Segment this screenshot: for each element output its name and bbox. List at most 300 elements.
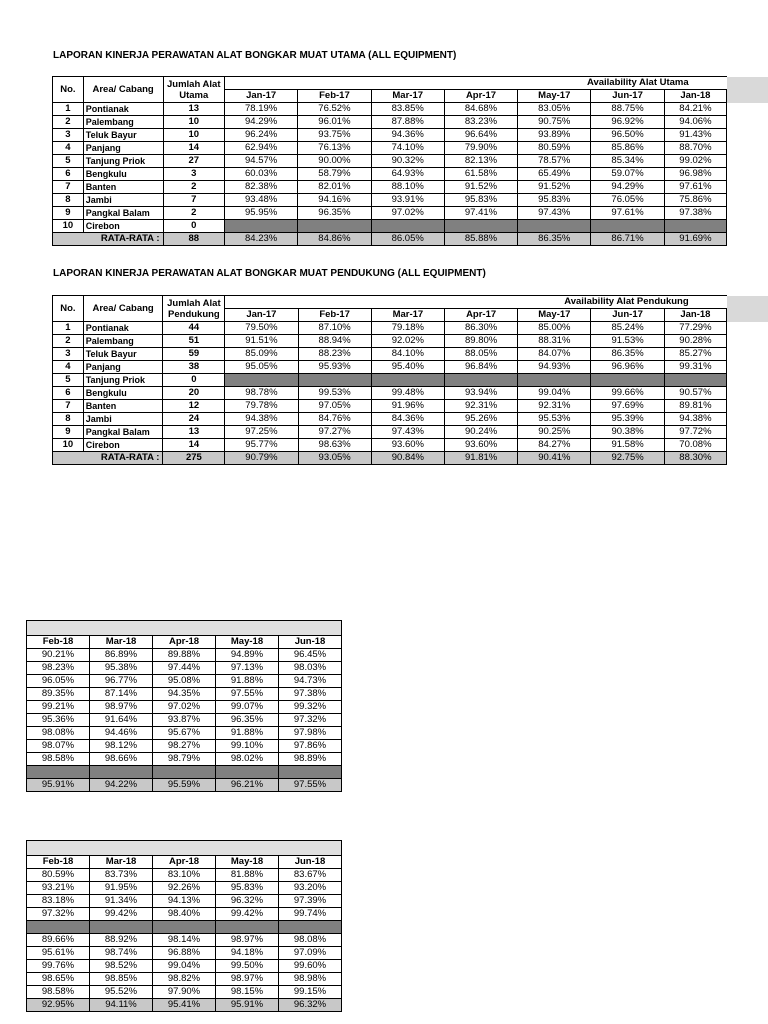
table-row — [27, 701, 342, 714]
average-cell: 88.30% — [664, 452, 726, 465]
table-row — [53, 129, 768, 142]
row-number: 3 — [53, 129, 84, 142]
availability-cell: 93.48% — [225, 194, 298, 207]
availability-cell: 94.73% — [279, 675, 342, 688]
row-area: Jambi — [83, 413, 163, 426]
row-area: Banten — [83, 181, 163, 194]
table-row — [53, 439, 768, 452]
availability-cell: 99.74% — [279, 908, 342, 921]
table-row — [27, 973, 342, 986]
availability-cell: 76.05% — [591, 194, 664, 207]
availability-cell: 92.02% — [371, 335, 444, 348]
availability-cell: 99.60% — [279, 960, 342, 973]
row-number: 9 — [53, 426, 84, 439]
availability-cell: 98.58% — [27, 753, 90, 766]
availability-cell: 94.46% — [90, 727, 153, 740]
row-area: Teluk Bayur — [83, 348, 163, 361]
availability-cell: 96.01% — [298, 116, 371, 129]
availability-cell: 91.88% — [216, 727, 279, 740]
row-number: 8 — [53, 413, 84, 426]
availability-cell: 86.30% — [445, 322, 518, 335]
average-row — [53, 233, 768, 246]
row-spacer — [727, 322, 768, 335]
availability-cell: 98.97% — [90, 701, 153, 714]
row-spacer — [727, 103, 768, 116]
month-header: Jan-18 — [664, 90, 726, 103]
row-spacer — [727, 387, 768, 400]
empty-cell — [664, 374, 726, 387]
availability-cell: 96.84% — [445, 361, 518, 374]
availability-cell: 87.10% — [298, 322, 371, 335]
empty-cell — [518, 220, 591, 233]
availability-cell: 96.45% — [279, 649, 342, 662]
availability-cell: 96.32% — [216, 895, 279, 908]
table-row — [27, 727, 342, 740]
availability-cell: 89.80% — [445, 335, 518, 348]
table-row — [53, 116, 768, 129]
col-header-count: Jumlah Alat Utama — [163, 77, 225, 103]
availability-cell: 90.38% — [591, 426, 664, 439]
availability-cell: 75.86% — [664, 194, 726, 207]
availability-cell: 79.18% — [371, 322, 444, 335]
availability-cell: 98.97% — [216, 973, 279, 986]
col-header-no: No. — [53, 77, 84, 103]
empty-cell — [298, 220, 371, 233]
average-cell: 95.59% — [153, 779, 216, 792]
availability-cell: 97.38% — [664, 207, 726, 220]
availability-cell: 97.72% — [664, 426, 726, 439]
row-count: 0 — [163, 374, 225, 387]
availability-cell: 59.07% — [591, 168, 664, 181]
table-row — [27, 740, 342, 753]
availability-cell: 83.67% — [279, 869, 342, 882]
availability-cell: 81.88% — [216, 869, 279, 882]
availability-cell: 97.38% — [279, 688, 342, 701]
month-header: Apr-18 — [153, 636, 216, 649]
availability-cell: 98.79% — [153, 753, 216, 766]
availability-cell: 84.36% — [371, 413, 444, 426]
average-cell: 84.23% — [225, 233, 298, 246]
row-spacer — [727, 400, 768, 413]
row-count: 2 — [163, 181, 225, 194]
availability-cell: 99.66% — [591, 387, 664, 400]
availability-cell: 94.29% — [225, 116, 298, 129]
table-row — [53, 322, 768, 335]
row-spacer — [727, 335, 768, 348]
availability-cell: 70.08% — [664, 439, 726, 452]
availability-cell: 62.94% — [225, 142, 298, 155]
row-number: 6 — [53, 168, 84, 181]
empty-cell — [591, 374, 664, 387]
row-number: 10 — [53, 220, 84, 233]
average-row — [27, 779, 342, 792]
availability-cell: 80.59% — [27, 869, 90, 882]
availability-cell: 98.40% — [153, 908, 216, 921]
row-count: 24 — [163, 413, 225, 426]
row-number: 1 — [53, 322, 84, 335]
availability-cell: 99.07% — [216, 701, 279, 714]
average-cell: 86.35% — [518, 233, 591, 246]
row-area: Bengkulu — [83, 168, 163, 181]
month-header: Jan-18 — [664, 309, 726, 322]
availability-cell: 88.75% — [591, 103, 664, 116]
availability-cell: 96.35% — [298, 207, 371, 220]
row-spacer — [727, 207, 768, 220]
month-header: Feb-17 — [298, 90, 371, 103]
row-spacer — [727, 116, 768, 129]
availability-cell: 96.50% — [591, 129, 664, 142]
average-cell: 84.86% — [298, 233, 371, 246]
availability-cell: 99.48% — [371, 387, 444, 400]
availability-cell: 86.89% — [90, 649, 153, 662]
availability-cell: 98.98% — [279, 973, 342, 986]
availability-cell: 97.05% — [298, 400, 371, 413]
table-row — [27, 753, 342, 766]
availability-cell: 95.05% — [225, 361, 298, 374]
availability-cell: 91.58% — [591, 439, 664, 452]
month-header: Jun-17 — [591, 309, 664, 322]
row-spacer — [727, 439, 768, 452]
availability-cell: 96.96% — [591, 361, 664, 374]
empty-cell — [371, 220, 444, 233]
average-label: RATA-RATA : — [53, 233, 164, 246]
average-label: RATA-RATA : — [53, 452, 163, 465]
availability-cell: 98.23% — [27, 662, 90, 675]
availability-cell: 88.23% — [298, 348, 371, 361]
average-cell: 96.32% — [279, 999, 342, 1012]
row-spacer — [727, 348, 768, 361]
row-count: 10 — [163, 129, 225, 142]
availability-cell: 98.97% — [216, 934, 279, 947]
availability-cell: 97.39% — [279, 895, 342, 908]
empty-cell — [153, 921, 216, 934]
table-row — [53, 335, 768, 348]
availability-cell: 94.36% — [371, 129, 444, 142]
availability-cell: 99.21% — [27, 701, 90, 714]
row-count: 44 — [163, 322, 225, 335]
availability-cell: 99.50% — [216, 960, 279, 973]
row-number: 3 — [53, 348, 84, 361]
row-spacer — [727, 155, 768, 168]
average-cell: 92.95% — [27, 999, 90, 1012]
availability-cell: 97.32% — [27, 908, 90, 921]
availability-cell: 85.27% — [664, 348, 726, 361]
availability-cell: 94.93% — [518, 361, 591, 374]
availability-cell: 88.70% — [664, 142, 726, 155]
availability-cell: 84.10% — [371, 348, 444, 361]
availability-cell: 93.60% — [371, 439, 444, 452]
availability-cell: 96.92% — [591, 116, 664, 129]
availability-cell: 89.35% — [27, 688, 90, 701]
availability-cell: 97.69% — [591, 400, 664, 413]
table-row — [53, 413, 768, 426]
availability-cell: 83.10% — [153, 869, 216, 882]
average-row — [53, 452, 768, 465]
month-header: May-17 — [518, 90, 591, 103]
availability-cell: 96.24% — [225, 129, 298, 142]
availability-cell: 86.35% — [591, 348, 664, 361]
empty-cell — [371, 374, 444, 387]
availability-cell: 96.64% — [444, 129, 517, 142]
availability-cell: 83.05% — [518, 103, 591, 116]
availability-cell: 88.92% — [90, 934, 153, 947]
availability-cell: 84.27% — [518, 439, 591, 452]
availability-cell: 99.02% — [664, 155, 726, 168]
availability-cell: 92.26% — [153, 882, 216, 895]
availability-cell: 99.04% — [518, 387, 591, 400]
availability-cell: 95.93% — [298, 361, 371, 374]
month-header: Jun-18 — [279, 636, 342, 649]
availability-cell: 74.10% — [371, 142, 444, 155]
availability-cell: 60.03% — [225, 168, 298, 181]
availability-cell: 97.61% — [664, 181, 726, 194]
availability-cell: 94.16% — [298, 194, 371, 207]
availability-cell: 97.25% — [225, 426, 298, 439]
availability-cell: 87.88% — [371, 116, 444, 129]
availability-cell: 93.21% — [27, 882, 90, 895]
row-count: 7 — [163, 194, 225, 207]
availability-cell: 96.98% — [664, 168, 726, 181]
availability-cell: 90.24% — [445, 426, 518, 439]
availability-cell: 99.53% — [298, 387, 371, 400]
availability-cell: 97.02% — [371, 207, 444, 220]
availability-cell: 98.78% — [225, 387, 298, 400]
availability-cell: 97.27% — [298, 426, 371, 439]
availability-cell: 99.32% — [279, 701, 342, 714]
availability-cell: 95.38% — [90, 662, 153, 675]
month-header: May-18 — [216, 856, 279, 869]
row-spacer — [727, 168, 768, 181]
average-cell: 93.05% — [298, 452, 371, 465]
availability-cell: 88.05% — [445, 348, 518, 361]
empty-cell — [225, 374, 298, 387]
table-row — [27, 986, 342, 999]
row-spacer — [727, 426, 768, 439]
availability-cell: 97.43% — [518, 207, 591, 220]
row-number: 1 — [53, 103, 84, 116]
table-row — [53, 361, 768, 374]
col-header-no: No. — [53, 296, 84, 322]
availability-cell: 95.67% — [153, 727, 216, 740]
availability-cell: 98.52% — [90, 960, 153, 973]
row-area: Panjang — [83, 142, 163, 155]
availability-cell: 91.52% — [518, 181, 591, 194]
row-area: Tanjung Priok — [83, 155, 163, 168]
availability-cell: 94.38% — [225, 413, 298, 426]
availability-cell: 91.53% — [591, 335, 664, 348]
availability-cell: 93.89% — [518, 129, 591, 142]
row-spacer — [727, 413, 768, 426]
availability-cell: 95.08% — [153, 675, 216, 688]
availability-cell: 89.88% — [153, 649, 216, 662]
availability-cell: 98.08% — [279, 934, 342, 947]
row-spacer — [727, 194, 768, 207]
month-header: May-17 — [518, 309, 591, 322]
month-header: Mar-18 — [90, 856, 153, 869]
availability-cell: 84.07% — [518, 348, 591, 361]
month-header: Feb-18 — [27, 636, 90, 649]
month-header: Jan-17 — [225, 309, 298, 322]
availability-cell: 85.09% — [225, 348, 298, 361]
row-area: Pangkal Balam — [83, 426, 163, 439]
row-spacer — [727, 233, 768, 246]
row-count: 20 — [163, 387, 225, 400]
availability-cell: 98.82% — [153, 973, 216, 986]
availability-cell: 94.38% — [664, 413, 726, 426]
availability-cell: 93.94% — [445, 387, 518, 400]
availability-cell: 98.14% — [153, 934, 216, 947]
col-header-availability: Availability Alat Pendukung — [225, 296, 727, 309]
table-row — [27, 662, 342, 675]
availability-cell: 98.27% — [153, 740, 216, 753]
availability-cell: 88.10% — [371, 181, 444, 194]
empty-cell — [518, 374, 591, 387]
availability-cell: 85.24% — [591, 322, 664, 335]
table-row — [53, 374, 768, 387]
availability-cell: 64.93% — [371, 168, 444, 181]
table-row — [27, 895, 342, 908]
availability-cell: 99.42% — [216, 908, 279, 921]
empty-cell — [279, 921, 342, 934]
table2-title: LAPORAN KINERJA PERAWATAN ALAT BONGKAR MUAT PENDUKUNG (ALL EQUIPMENT) — [53, 268, 486, 279]
average-cell: 97.55% — [279, 779, 342, 792]
availability-cell: 98.85% — [90, 973, 153, 986]
average-cell: 94.11% — [90, 999, 153, 1012]
availability-cell: 89.81% — [664, 400, 726, 413]
availability-cell: 97.02% — [153, 701, 216, 714]
availability-cell: 90.25% — [518, 426, 591, 439]
table-row — [27, 688, 342, 701]
table-row — [27, 675, 342, 688]
availability-cell: 97.43% — [371, 426, 444, 439]
row-number: 7 — [53, 400, 84, 413]
availability-cell: 94.18% — [216, 947, 279, 960]
availability-cell: 97.32% — [279, 714, 342, 727]
table-row — [27, 960, 342, 973]
col-header-area: Area/ Cabang — [83, 77, 163, 103]
empty-cell — [591, 220, 664, 233]
availability-cell: 98.03% — [279, 662, 342, 675]
availability-cell: 85.00% — [518, 322, 591, 335]
row-count: 38 — [163, 361, 225, 374]
row-number: 7 — [53, 181, 84, 194]
availability-cell: 87.14% — [90, 688, 153, 701]
availability-cell: 93.60% — [445, 439, 518, 452]
availability-cell: 85.34% — [591, 155, 664, 168]
availability-cell: 83.85% — [371, 103, 444, 116]
table-row — [27, 908, 342, 921]
availability-cell: 95.77% — [225, 439, 298, 452]
availability-cell: 99.42% — [90, 908, 153, 921]
empty-cell — [90, 921, 153, 934]
availability-cell: 91.64% — [90, 714, 153, 727]
row-count: 51 — [163, 335, 225, 348]
availability-cell: 92.31% — [445, 400, 518, 413]
availability-cell: 95.53% — [518, 413, 591, 426]
availability-cell: 90.00% — [298, 155, 371, 168]
availability-cell: 91.96% — [371, 400, 444, 413]
table-row — [53, 155, 768, 168]
empty-cell — [216, 766, 279, 779]
availability-cell: 93.20% — [279, 882, 342, 895]
row-area: Panjang — [83, 361, 163, 374]
row-count: 2 — [163, 207, 225, 220]
availability-cell: 76.52% — [298, 103, 371, 116]
availability-cell: 91.95% — [90, 882, 153, 895]
row-area: Cirebon — [83, 220, 163, 233]
row-area: Cirebon — [83, 439, 163, 452]
availability-cell: 98.74% — [90, 947, 153, 960]
availability-cell: 79.78% — [225, 400, 298, 413]
row-number: 8 — [53, 194, 84, 207]
availability-cell: 92.31% — [518, 400, 591, 413]
month-header: Apr-18 — [153, 856, 216, 869]
month-header: Jun-17 — [591, 90, 664, 103]
table-row — [53, 194, 768, 207]
availability-cell: 94.35% — [153, 688, 216, 701]
row-number: 2 — [53, 116, 84, 129]
availability-cell: 97.98% — [279, 727, 342, 740]
availability-cell: 77.29% — [664, 322, 726, 335]
row-spacer — [727, 452, 768, 465]
availability-cell: 80.59% — [518, 142, 591, 155]
availability-cell: 90.32% — [371, 155, 444, 168]
empty-cell — [225, 220, 298, 233]
row-area: Palembang — [83, 335, 163, 348]
average-cell: 92.75% — [591, 452, 664, 465]
availability-cell: 94.06% — [664, 116, 726, 129]
average-cell: 86.71% — [591, 233, 664, 246]
table-row — [27, 766, 342, 779]
availability-cell: 99.04% — [153, 960, 216, 973]
month-header: Mar-18 — [90, 636, 153, 649]
average-cell: 94.22% — [90, 779, 153, 792]
month-header: Jun-18 — [279, 856, 342, 869]
availability-cell: 58.79% — [298, 168, 371, 181]
row-number: 9 — [53, 207, 84, 220]
table-row — [53, 207, 768, 220]
availability-cell: 90.75% — [518, 116, 591, 129]
row-number: 5 — [53, 374, 84, 387]
availability-cell: 83.23% — [444, 116, 517, 129]
availability-cell: 91.34% — [90, 895, 153, 908]
table-row — [27, 869, 342, 882]
month-header: Apr-17 — [445, 309, 518, 322]
col-header-area: Area/ Cabang — [83, 296, 163, 322]
table-row — [27, 882, 342, 895]
main-equipment-2018-table — [26, 620, 342, 792]
availability-cell: 78.57% — [518, 155, 591, 168]
row-area: Banten — [83, 400, 163, 413]
availability-cell: 90.57% — [664, 387, 726, 400]
availability-cell: 98.12% — [90, 740, 153, 753]
average-cell: 95.91% — [216, 999, 279, 1012]
header-extension — [727, 296, 768, 322]
table-row — [53, 103, 768, 116]
empty-cell — [153, 766, 216, 779]
average-cell: 91.69% — [664, 233, 726, 246]
average-count: 275 — [163, 452, 225, 465]
row-area: Teluk Bayur — [83, 129, 163, 142]
average-cell: 95.41% — [153, 999, 216, 1012]
row-area: Jambi — [83, 194, 163, 207]
row-spacer — [727, 181, 768, 194]
availability-cell: 96.77% — [90, 675, 153, 688]
row-spacer — [727, 129, 768, 142]
average-cell: 85.88% — [444, 233, 517, 246]
availability-cell: 97.44% — [153, 662, 216, 675]
empty-cell — [216, 921, 279, 934]
